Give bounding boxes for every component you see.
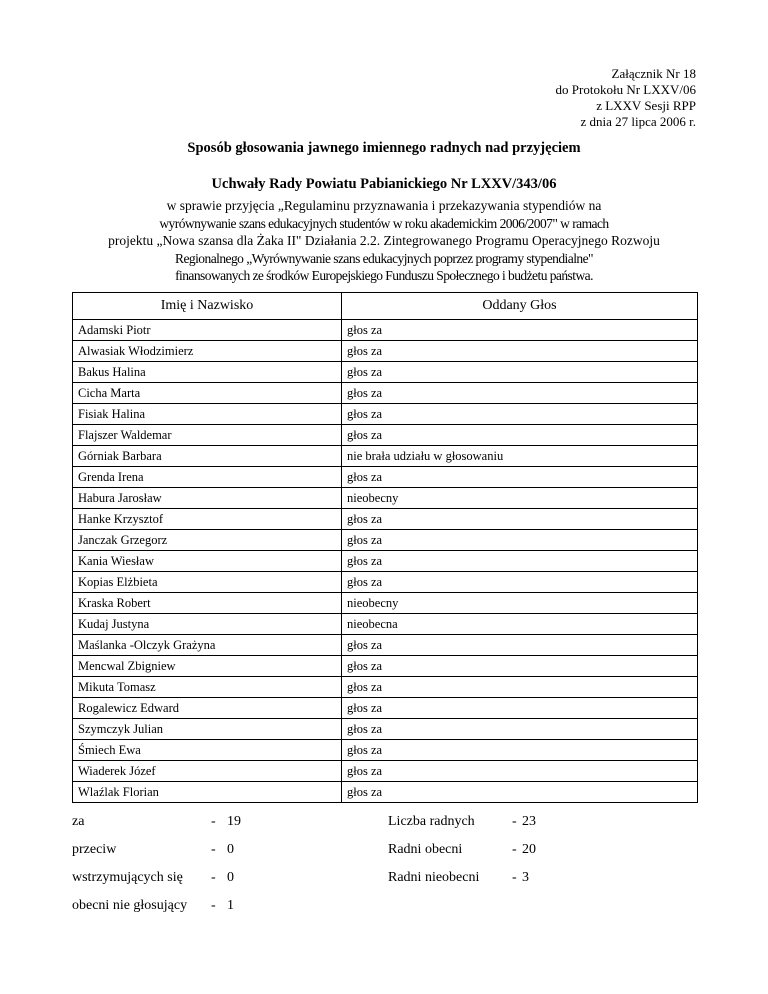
summary-dash: - (512, 870, 517, 885)
table-row (73, 551, 698, 572)
table-row (73, 698, 698, 719)
councillor-name: Kopias Elżbieta (73, 572, 342, 593)
vote-cast: nieobecny (342, 488, 698, 509)
councillor-name: Kania Wiesław (73, 551, 342, 572)
councillor-name: Mikuta Tomasz (73, 677, 342, 698)
table-row (73, 467, 698, 488)
summary-value: 3 (522, 870, 529, 885)
councillor-name: Kudaj Justyna (73, 614, 342, 635)
summary-row (72, 808, 632, 836)
vote-cast: głos za (342, 761, 698, 782)
table-row (73, 593, 698, 614)
vote-cast: głos za (342, 698, 698, 719)
vote-cast: nieobecna (342, 614, 698, 635)
vote-cast: głos za (342, 467, 698, 488)
summary-label: wstrzymujących się (72, 870, 183, 885)
councillor-name: Habura Jarosław (73, 488, 342, 509)
table-row (73, 488, 698, 509)
summary-row (72, 836, 632, 864)
summary-dash: - (512, 814, 517, 829)
vote-cast: głos za (342, 551, 698, 572)
summary-label: przeciw (72, 842, 117, 857)
annex-line: Załącznik Nr 18 (611, 66, 696, 81)
summary-value: 23 (522, 814, 536, 829)
summary-dash: - (211, 898, 216, 913)
councillor-name: Wiaderek Józef (73, 761, 342, 782)
summary-value: 0 (227, 842, 234, 857)
header-vote: Oddany Głos (342, 293, 698, 320)
subject-line: Regionalnego „Wyrównywanie szans edukacyjnych poprzez programy stypendialne" (175, 250, 593, 266)
votes-table (72, 292, 698, 803)
table-row (73, 719, 698, 740)
councillor-name: Flajszer Waldemar (73, 425, 342, 446)
resolution-title: Uchwały Rady Powiatu Pabianickiego Nr LXXV/343/06 (211, 176, 557, 192)
vote-cast: głos za (342, 572, 698, 593)
councillor-name: Grenda Irena (73, 467, 342, 488)
summary-label: obecni nie głosujący (72, 898, 188, 913)
table-row (73, 782, 698, 803)
table-row (73, 614, 698, 635)
councillor-name: Szymczyk Julian (73, 719, 342, 740)
councillor-name: Bakus Halina (73, 362, 342, 383)
table-row (73, 740, 698, 761)
table-row (73, 341, 698, 362)
table-row (73, 404, 698, 425)
councillor-name: Górniak Barbara (73, 446, 342, 467)
vote-cast: głos za (342, 404, 698, 425)
vote-cast: głos za (342, 320, 698, 341)
summary-row (72, 892, 632, 920)
vote-cast: głos za (342, 656, 698, 677)
resolution-subject (40, 197, 728, 285)
vote-cast: głos za (342, 635, 698, 656)
summary-row (72, 864, 632, 892)
councillor-name: Rogalewicz Edward (73, 698, 342, 719)
councillor-name: Wlaźlak Florian (73, 782, 342, 803)
councillor-name: Mencwal Zbigniew (73, 656, 342, 677)
summary-dash: - (211, 842, 216, 857)
vote-cast: głos za (342, 362, 698, 383)
councillor-name: Janczak Grzegorz (73, 530, 342, 551)
table-row (73, 572, 698, 593)
summary-value: 0 (227, 870, 234, 885)
subject-line: w sprawie przyjęcia „Regulaminu przyznawania i przekazywania stypendiów na (166, 198, 602, 213)
document-title: Sposób głosowania jawnego imiennego radnych nad przyjęciem (187, 140, 581, 156)
councillor-name: Cicha Marta (73, 383, 342, 404)
annex-line: z dnia 27 lipca 2006 r. (580, 114, 696, 129)
table-row (73, 446, 698, 467)
summary-dash: - (211, 814, 216, 829)
summary-label: Radni obecni (388, 842, 463, 857)
annex-reference (556, 66, 696, 130)
councillor-name: Maślanka -Olczyk Grażyna (73, 635, 342, 656)
header-name: Imię i Nazwisko (73, 293, 342, 320)
table-row (73, 677, 698, 698)
councillor-name: Alwasiak Włodzimierz (73, 341, 342, 362)
votes-table-body (73, 320, 698, 803)
vote-cast: głos za (342, 719, 698, 740)
table-row (73, 362, 698, 383)
councillor-name: Śmiech Ewa (73, 740, 342, 761)
vote-cast: głos za (342, 782, 698, 803)
table-row (73, 509, 698, 530)
vote-cast: głos za (342, 341, 698, 362)
summary-label: Liczba radnych (388, 814, 475, 829)
councillor-name: Adamski Piotr (73, 320, 342, 341)
annex-line: z LXXV Sesji RPP (596, 98, 696, 113)
councillor-name: Fisiak Halina (73, 404, 342, 425)
vote-cast: głos za (342, 383, 698, 404)
summary-label: za (72, 814, 85, 829)
subject-line: projektu „Nowa szansa dla Żaka II" Działania 2.2. Zintegrowanego Programu Operacyjnego Rozwoju (108, 233, 660, 248)
table-row (73, 320, 698, 341)
vote-cast: głos za (342, 530, 698, 551)
table-header-row (73, 293, 698, 320)
table-row (73, 761, 698, 782)
vote-cast: nieobecny (342, 593, 698, 614)
table-row (73, 656, 698, 677)
table-row (73, 530, 698, 551)
summary-value: 1 (227, 898, 234, 913)
summary-value: 19 (227, 814, 241, 829)
summary-dash: - (211, 870, 216, 885)
subject-line: wyrównywanie szans edukacyjnych studentów w roku akademickim 2006/2007" w ramach (159, 215, 609, 231)
vote-cast: głos za (342, 425, 698, 446)
councillor-name: Hanke Krzysztof (73, 509, 342, 530)
table-row (73, 383, 698, 404)
vote-cast: głos za (342, 677, 698, 698)
vote-cast: nie brała udziału w głosowaniu (342, 446, 698, 467)
table-row (73, 425, 698, 446)
summary-dash: - (512, 842, 517, 857)
vote-cast: głos za (342, 740, 698, 761)
table-row (73, 635, 698, 656)
summary-value: 20 (522, 842, 536, 857)
summary-label: Radni nieobecni (388, 870, 480, 885)
annex-line: do Protokołu Nr LXXV/06 (555, 82, 696, 97)
councillor-name: Kraska Robert (73, 593, 342, 614)
vote-cast: głos za (342, 509, 698, 530)
subject-line: finansowanych ze środków Europejskiego Funduszu Społecznego i budżetu państwa. (175, 268, 593, 283)
